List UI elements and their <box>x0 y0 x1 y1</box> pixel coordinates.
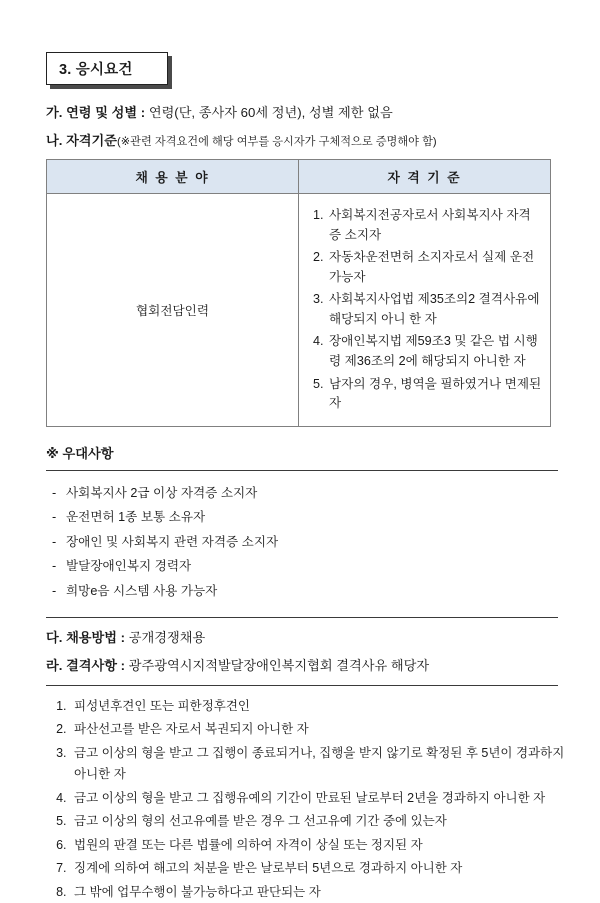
list-item: 2. 자동차운전면허 소지자로서 실제 운전 가능자 <box>327 248 542 287</box>
list-item: 3. 사회복지사업법 제35조의2 결격사유에 해당되지 아니 한 자 <box>327 290 542 329</box>
list-item: - 발달장애인복지 경력자 <box>46 554 558 579</box>
table-header-row <box>47 160 551 194</box>
table-row <box>47 194 551 426</box>
preference-list <box>46 481 558 604</box>
list-item: 1. 사회복지전공자로서 사회복지사 자격증 소지자 <box>327 206 542 245</box>
disqualification-text: 광주광역시지적발달장애인복지협회 결격사유 해당자 <box>128 658 430 674</box>
section-title: 응시요건 <box>75 62 133 78</box>
list-item: 2. 파산선고를 받은 자로서 복권되지 아니한 자 <box>70 719 570 741</box>
list-item: 3. 금고 이상의 형을 받고 그 집행이 종료되거나, 집행을 받지 않기로 확정된 후 5년이 경과하지 아니한 자 <box>70 743 570 786</box>
table-cell-category: 협회전담인력 <box>47 194 299 426</box>
table-header-criteria: 자 격 기 준 <box>299 160 551 194</box>
list-item: 5. 금고 이상의 형의 선고유예를 받은 경우 그 선고유예 기간 중에 있는자 <box>70 811 570 833</box>
section-number: 3. <box>59 62 72 78</box>
disqualification-list <box>46 696 570 903</box>
recruit-method-line <box>46 628 558 647</box>
requirements-table <box>46 159 551 426</box>
preference-title: ※ 우대사항 <box>46 445 114 461</box>
section-heading-container <box>46 52 168 85</box>
table-header-category: 채 용 분 야 <box>47 160 299 194</box>
qualification-note: (※관련 자격요건에 해당 여부를 응시자가 구체적으로 증명해야 함) <box>117 136 437 149</box>
list-item: 6. 법원의 판결 또는 다른 법률에 의하여 자격이 상실 또는 정지된 자 <box>70 835 570 857</box>
criteria-list <box>307 206 542 413</box>
disqualification-label: 라. 결격사항 : <box>46 658 126 674</box>
list-item: 7. 징계에 의하여 해고의 처분을 받은 날로부터 5년으로 경과하지 아니한 자 <box>70 858 570 880</box>
age-requirement-line <box>46 103 558 122</box>
list-item: 4. 장애인복지법 제59조3 및 같은 법 시행령 제36조의 2에 해당되지 아니한 자 <box>327 332 542 371</box>
recruit-method-label: 다. 채용방법 : <box>46 630 126 646</box>
list-item: 4. 금고 이상의 형을 받고 그 집행유예의 기간이 만료된 날로부터 2년을 경과하지 아니한 자 <box>70 788 570 810</box>
qualification-heading-line <box>46 131 558 150</box>
age-requirement-label: 가. 연령 및 성별 : <box>46 105 146 120</box>
list-item: 5. 남자의 경우, 병역을 필하였거나 면제된 자 <box>327 375 542 414</box>
list-item: - 희망e음 시스템 사용 가능자 <box>46 579 558 604</box>
list-item: - 운전면허 1종 보통 소유자 <box>46 505 558 530</box>
age-requirement-text: 연령(단, 종사자 60세 정년), 성별 제한 없음 <box>148 105 393 120</box>
recruit-method-text: 공개경쟁채용 <box>128 630 206 646</box>
disqualification-divider <box>46 685 558 686</box>
qualification-label: 나. 자격기준 <box>46 133 118 149</box>
disqualification-line <box>46 656 558 675</box>
preference-divider-top <box>46 470 558 471</box>
section-heading <box>46 52 168 85</box>
preference-divider-bottom <box>46 617 558 618</box>
list-item: 1. 피성년후견인 또는 피한정후견인 <box>70 696 570 718</box>
list-item: - 장애인 및 사회복지 관련 자격증 소지자 <box>46 530 558 555</box>
table-cell-criteria <box>299 194 551 426</box>
list-item: - 사회복지사 2급 이상 자격증 소지자 <box>46 481 558 506</box>
list-item: 8. 그 밖에 업무수행이 불가능하다고 판단되는 자 <box>70 882 570 903</box>
